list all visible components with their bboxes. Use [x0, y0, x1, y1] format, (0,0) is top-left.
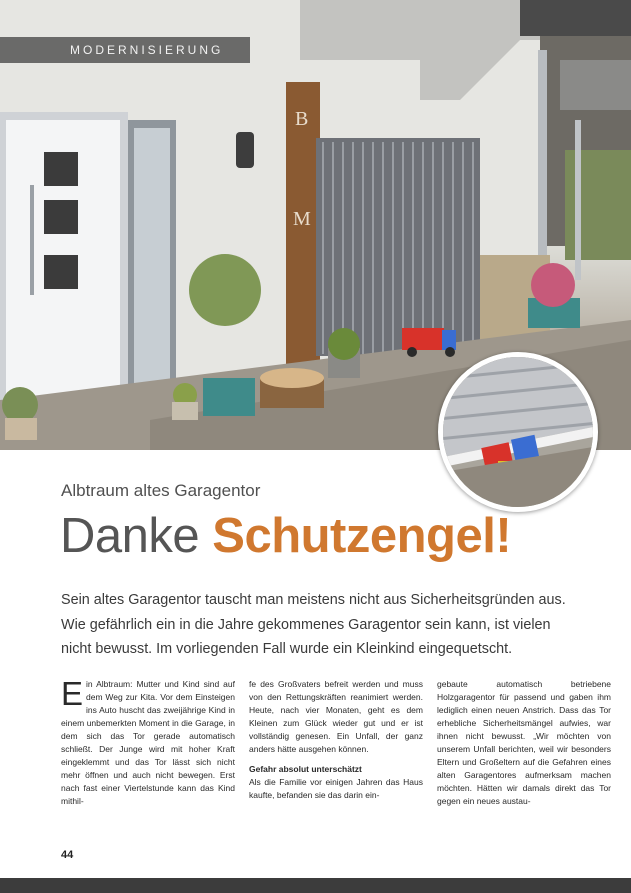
article-subtitle: Albtraum altes Garagentor — [61, 481, 261, 500]
column-2-text-2: Als die Familie vor einigen Jahren das Haus kaufte, befanden sie das darin ein- — [249, 777, 423, 800]
lead-line-2: Wie gefährlich ein in die Jahre gekommenes Garagentor sein kann, ist vielen — [61, 616, 551, 633]
inset-photo — [438, 352, 598, 512]
column-1-text: in Albtraum: Mutter und Kind sind auf dem Weg zur Kita. Vor dem Einsteigen ins Auto huscht das zweijährige Kind in einem unbemerkten Moment in die Garage, in dem sich das Tor gerade automatisch schließt. Der Junge wird mit hoher Kraft eingeklemmt und das Tor lässt sich nicht mehr öffnen und auch nicht bewegen. Erst nach fast einer Viertelstunde kann das Kind mithil- — [61, 679, 235, 806]
drop-cap: E — [61, 675, 84, 712]
title-part-1: Danke — [60, 509, 213, 563]
column-2-text: fe des Großvaters befreit werden und muss von den Rettungskräften reanimiert werden. Heute, nach vier Monaten, geht es dem Kleinen zum Glück wieder gut und er ist vollständig genesen. Ein Unfall, der ganz anders hätte ausgehen können. — [249, 679, 423, 754]
lead-paragraph — [61, 588, 611, 662]
page-number: 44 — [61, 849, 74, 861]
column-2 — [249, 678, 423, 808]
section-heading: Gefahr absolut unterschätzt — [249, 764, 362, 774]
column-3 — [437, 678, 611, 808]
section-tag: MODERNISIERUNG — [0, 37, 250, 63]
article-title — [60, 506, 511, 566]
sign-letter-m: M — [293, 208, 311, 230]
lead-line-3: nicht bewusst. Im vorliegenden Fall wurde ein Kleinkind eingequetscht. — [61, 641, 513, 657]
column-1 — [61, 675, 235, 808]
title-part-2: Schutzengel! — [212, 509, 512, 563]
lead-line-1: Sein altes Garagentor tauscht man meistens nicht aus Sicherheitsgründen aus. — [61, 592, 566, 608]
column-3-text: gebaute automatisch betriebene Holzgaragentor für passend und gaben ihm lediglich einen neuen Anstrich. Dass das Tor erhebliche Sicherheitsmängel aufwies, war ihnen nicht bewusst. „Wir möchten von unserem Unfall berichten, weil wir besonders Eltern und Großeltern auf die Gefahren eines alten Garagentores aufmerksam machen möchten. Hätten wir damals direkt das Tor gegen ein neues austau- — [437, 679, 611, 806]
sign-letter-b: B — [295, 108, 309, 130]
body-columns — [61, 675, 611, 808]
bottom-bar — [0, 878, 631, 893]
